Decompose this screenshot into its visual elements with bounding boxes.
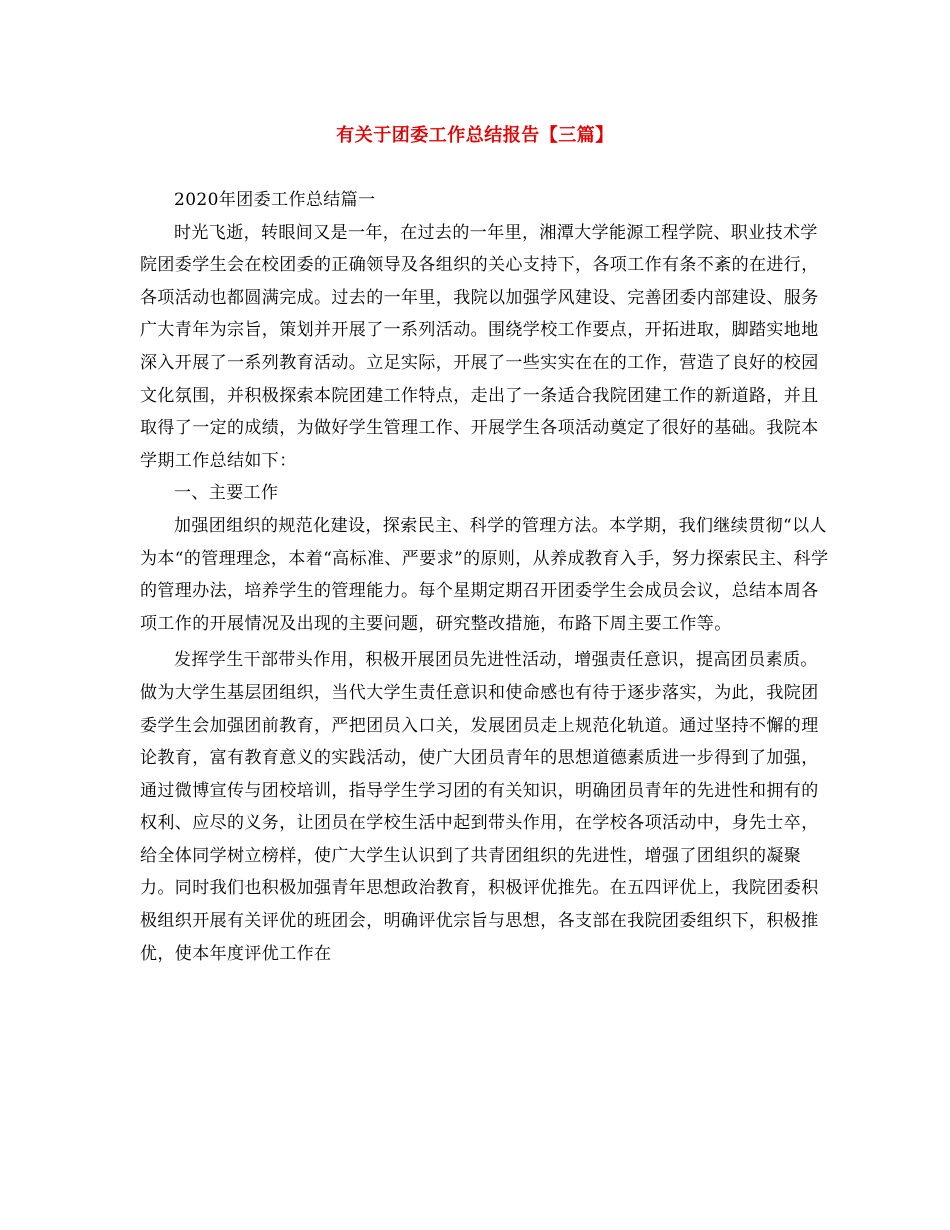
document-body (140, 184, 830, 970)
section-heading: 一、主要工作 (174, 483, 279, 504)
paragraph: 发挥学生干部带头作用，积极开展团员先进性活动，增强责任意识，提高团员素质。做为大学生基层团组织，当代大学生责任意识和使命感也有待于逐步落实，为此，我院团委学生会加强团前教育，严把团员入口关，发展团员走上规范化轨道。通过坚持不懈的理论教育，富有教育意义的实践活动，使广大团员青年的思想道德素质进一步得到了加强，通过微博宣传与团校培训，指导学生学习团的有关知识，明确团员青年的先进性和拥有的权利、应尽的义务，让团员在学校生活中起到带头作用，在学校各项活动中，身先士卒，给全体同学树立榜样，使广大学生认识到了共青团组织的先进性，增强了团组织的凝聚力。同时我们也积极加强青年思想政治教育，积极评优推先。在五四评优上，我院团委积极组织开展有关评优的班团会，明确评优宗旨与思想，各支部在我院团委组织下，积极推优，使本年度评优工作在 (140, 650, 819, 964)
paragraph: 加强团组织的规范化建设，探索民主、科学的管理方法。本学期，我们继续贯彻“以人为本“的管理理念，本着“高标准、严要求”的原则，从养成教育入手，努力探索民主、科学的管理办法，培养学生的管理能力。每个星期定期召开团委学生会成员会议，总结本周各项工作的开展情况及出现的主要问题，研究整改措施，布路下周主要工作等。 (140, 515, 829, 634)
paragraph: 时光飞逝，转眼间又是一年，在过去的一年里，湘潭大学能源工程学院、职业技术学院团委学生会在校团委的正确领导及各组织的关心支持下，各项工作有条不紊的在进行，各项活动也都圆满完成。过去的一年里，我院以加强学风建设、完善团委内部建设、服务广大青年为宗旨，策划并开展了一系列活动。围绕学校工作要点，开拓进取，脚踏实地地深入开展了一系列教育活动。立足实际，开展了一些实实在在的工作，营造了良好的校园文化氛围，并积极探索本院团建工作特点，走出了一条适合我院团建工作的新道路，并且取得了一定的成绩，为做好学生管理工作、开展学生各项活动奠定了很好的基础。我院本学期工作总结如下： (140, 222, 819, 471)
document-title: 有关于团委工作总结报告【三篇】 (336, 125, 614, 146)
section-heading: 2020年团委工作总结篇一 (174, 190, 376, 210)
